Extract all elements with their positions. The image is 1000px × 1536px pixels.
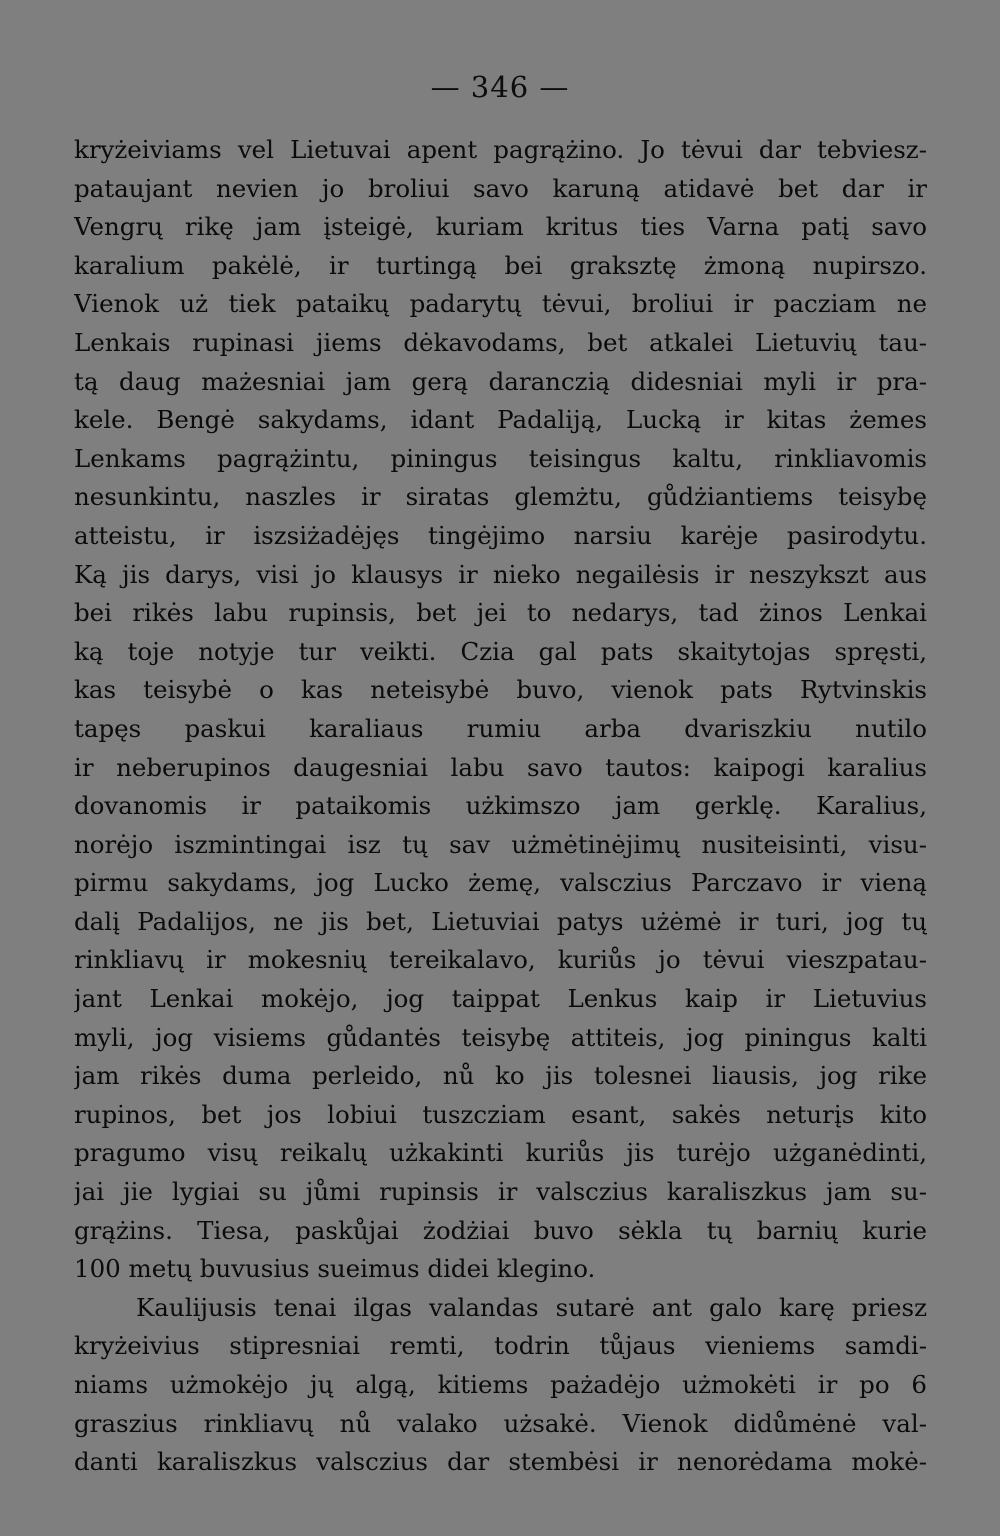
text-line: myli, jog visiems gůdantės teisybę attiteis, jog piningus kalti [74, 1022, 927, 1052]
text-line: kas teisybė o kas neteisybė buvo, vienok pats Rytvinskis [74, 675, 927, 705]
text-line: nesunkintu, naszles ir siratas glemżtu, gůdżiantiems teisybę [74, 482, 927, 512]
paragraph-end-line: 100 metų buvusius sueimus didei klegino. [74, 1254, 596, 1284]
text-line: tą daug mażesniai jam gerą daranczią didesniai myli ir pra- [74, 366, 927, 396]
text-line: jant Lenkai mokėjo, jog taippat Lenkus kaip ir Lietuvius [74, 984, 927, 1014]
text-line: graszius rinkliavų nů valako użsakė. Vienok didůmėnė val- [74, 1408, 927, 1438]
text-line: ir neberupinos daugesniai labu savo tautos: kaipogi karalius [74, 752, 927, 782]
text-line: Vienok uż tiek pataikų padarytų tėvui, broliui ir pacziam ne [74, 289, 927, 319]
text-line: ką toje notyje tur veikti. Czia gal pats skaitytojas spręsti, [74, 636, 927, 666]
body-text [74, 131, 927, 1482]
text-line: norėjo iszmintingai isz tų sav użmėtinėjimų nusiteisinti, visu- [74, 829, 927, 859]
text-line: karalium pakėlė, ir turtingą bei graksztę żmoną nupirszo. [74, 250, 927, 280]
text-line: kele. Bengė sakydams, idant Padaliją, Lucką ir kitas żemes [74, 405, 927, 435]
text-line: kryżeiviams vel Lietuvai apent pagrążino. Jo tėvui dar tebviesz- [74, 135, 927, 164]
text-line: rupinos, bet jos lobiui tuszcziam esant, sakės neturįs kito [74, 1099, 927, 1129]
text-line: grążins. Tiesa, paskůjai żodżiai buvo sėkla tų barnių kurie [74, 1215, 927, 1245]
text-line: pirmu sakydams, jog Lucko żemę, valsczius Parczavo ir vieną [74, 868, 927, 898]
paragraph-start-line: Kaulijusis tenai ilgas valandas sutarė ant galo karę priesz [136, 1292, 927, 1322]
text-line: Vengrų rikę jam įsteigė, kuriam kritus ties Varna patį savo [74, 212, 927, 242]
text-line: pataujant nevien jo broliui savo karuną atidavė bet dar ir [74, 173, 927, 203]
text-line: jam rikės duma perleido, nů ko jis tolesnei liausis, jog rike [74, 1061, 927, 1091]
text-line: atteistu, ir iszsiżadėjęs tingėjimo narsiu karėje pasirodytu. [74, 520, 927, 550]
text-line: jai jie lygiai su jůmi rupinsis ir valsczius karaliszkus jam su- [74, 1177, 927, 1207]
text-line: dalį Padalijos, ne jis bet, Lietuviai patys użėmė ir turi, jog tų [74, 906, 927, 936]
text-line: pragumo visų reikalų użkakinti kuriůs jis turėjo użganėdinti, [74, 1138, 927, 1168]
text-line: Lenkams pagrążintu, piningus teisingus kaltu, rinkliavomis [74, 443, 927, 473]
text-line: danti karaliszkus valsczius dar stembėsi ir nenorėdama mokė- [74, 1447, 927, 1477]
text-line: tapęs paskui karaliaus rumiu arba dvariszkiu nutilo [74, 713, 927, 743]
text-line: niams użmokėjo jų algą, kitiems pażadėjo użmokėti ir po 6 [74, 1370, 927, 1399]
text-line: Ką jis darys, visi jo klausys ir nieko negailėsis ir neszykszt aus [74, 559, 927, 589]
text-line: Lenkais rupinasi jiems dėkavodams, bet atkalei Lietuvių tau- [74, 327, 927, 357]
text-line: bei rikės labu rupinsis, bet jei to nedarys, tad żinos Lenkai [74, 598, 927, 628]
text-line: kryżeivius stipresniai remti, todrin tůjaus vieniems samdi- [74, 1331, 927, 1361]
text-line: dovanomis ir pataikomis użkimszo jam gerklę. Karalius, [74, 791, 927, 821]
page-number: — 346 — [430, 70, 570, 104]
text-line: rinkliavų ir mokesnių tereikalavo, kuriůs jo tėvui vieszpatau- [74, 945, 927, 975]
